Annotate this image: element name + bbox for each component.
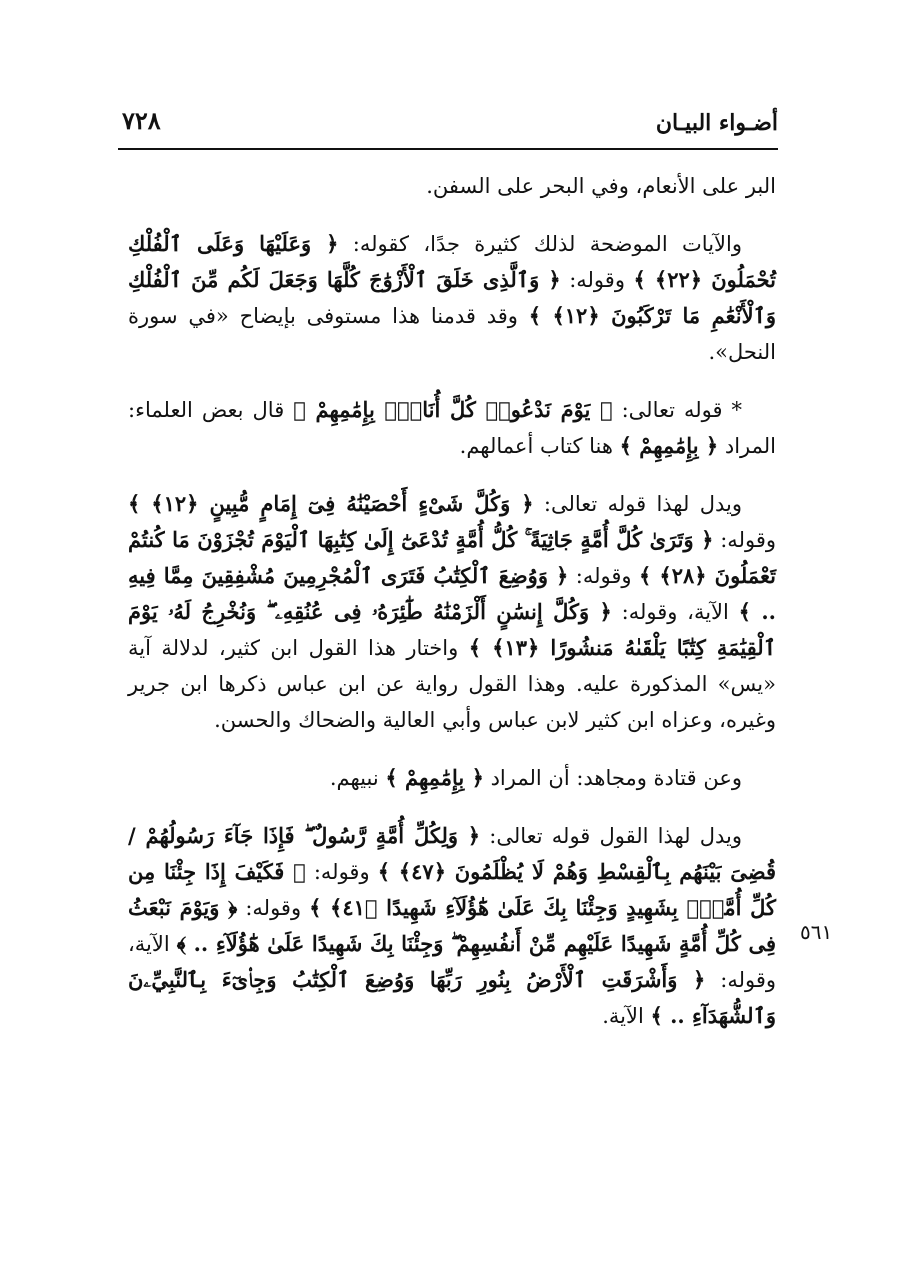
quran-verse: ﴿ وَكُلَّ إِنسَٰنٍ أَلْزَمْنَٰهُ طَٰٓئِرَهُۥ فِى عُنُقِهِۦ ۖ وَنُخْرِجُ لَهُۥ يَوْمَ ٱلْقِيَٰمَةِ كِتَٰبًا يَلْقَىٰهُ مَنشُورًا ﴿١٣﴾ ﴾ bbox=[128, 599, 776, 660]
quran-verse: ﴿ وَيَوْمَ نَبْعَثُ فِى كُلِّ أُمَّةٍ شَهِيدًا عَلَيْهِم مِّنْ أَنفُسِهِمْ ۖ وَجِئْنَا بِكَ شَهِيدًا عَلَىٰ هَٰٓؤُلَآءِ .. ﴾ bbox=[128, 895, 776, 956]
text-run: قال بعض العلماء: المراد bbox=[128, 398, 776, 458]
quran-verse: ﴿ وَٱلَّذِى خَلَقَ ٱلْأَزْوَٰجَ كُلَّهَا وَجَعَلَ لَكُم مِّنَ ٱلْفُلْكِ وَٱلْأَنْعَٰمِ مَا تَرْكَبُونَ ﴿١٢﴾ ﴾ bbox=[128, 267, 776, 328]
quran-verse: ﴿ فَكَيْفَ إِذَا جِئْنَا مِن كُلِّ أُمَّةٍۭ بِشَهِيدٍ وَجِئْنَا بِكَ عَلَىٰ هَٰٓؤُلَآءِ شَهِيدًا ﴿٤١﴾ ﴾ bbox=[128, 859, 776, 920]
text-run: والآيات الموضحة لذلك كثيرة جدًا، كقوله: bbox=[338, 232, 742, 256]
quran-verse: ﴿ يَوْمَ نَدْعُوا۟ كُلَّ أُنَاسٍۭ بِإِمَٰمِهِمْ ﴾ bbox=[293, 397, 613, 422]
text-run: الآية. bbox=[602, 1004, 651, 1028]
quran-verse: ﴿ بِإِمَٰمِهِمْ ﴾ bbox=[385, 765, 484, 790]
text-run: ويدل لهذا القول قوله تعالى: bbox=[480, 824, 742, 848]
quran-verse: ﴿ وَعَلَيْهَا وَعَلَى ٱلْفُلْكِ تُحْمَلُونَ ﴿٢٢﴾ ﴾ bbox=[128, 231, 777, 292]
text-run: ويدل لهذا قوله تعالى: bbox=[533, 492, 742, 516]
quran-verse: ﴿ وَكُلَّ شَىْءٍ أَحْصَيْنَٰهُ فِىٓ إِمَامٍ مُّبِينٍ ﴿١٢﴾ ﴾ bbox=[128, 491, 534, 516]
paragraph-2 bbox=[128, 226, 776, 370]
quran-verse: ﴿ بِإِمَٰمِهِمْ ﴾ bbox=[619, 433, 719, 458]
text-run: وقوله: bbox=[237, 896, 310, 920]
paragraph-1 bbox=[128, 168, 776, 204]
text-run: وقوله: bbox=[305, 860, 378, 884]
quran-verse: ﴿ وَلِكُلِّ أُمَّةٍ رَّسُولٌ ۖ فَإِذَا جَآءَ رَسُولُهُمْ / قُضِىَ بَيْنَهُم بِٱلْقِسْطِ وَهُمْ لَا يُظْلَمُونَ ﴿٤٧﴾ ﴾ bbox=[128, 823, 776, 884]
paragraph-4 bbox=[128, 486, 776, 738]
text-run: وقوله: bbox=[568, 564, 639, 588]
quran-verse: ﴿ وَتَرَىٰ كُلَّ أُمَّةٍ جَاثِيَةً ۚ كُلُّ أُمَّةٍ تُدْعَىٰٓ إِلَىٰ كِتَٰبِهَا ٱلْيَوْمَ تُجْزَوْنَ مَا كُنتُمْ تَعْمَلُونَ ﴿٢٨﴾ ﴾ bbox=[128, 527, 776, 588]
text-run: البر على الأنعام، وفي البحر على السفن. bbox=[426, 174, 776, 198]
text-run: وقوله: bbox=[713, 528, 776, 552]
running-title: أضـواء البيـان bbox=[655, 110, 778, 136]
text-run: الآية، وقوله: bbox=[128, 932, 776, 992]
paragraph-6 bbox=[128, 818, 776, 1034]
text-run: الآية، وقوله: bbox=[611, 600, 739, 624]
text-run: نبيهم. bbox=[329, 766, 386, 790]
quran-verse: ﴿ وَوُضِعَ ٱلْكِتَٰبُ فَتَرَى ٱلْمُجْرِمِينَ مُشْفِقِينَ مِمَّا فِيهِ .. ﴾ bbox=[128, 563, 776, 624]
quran-verse: ﴿ وَأَشْرَقَتِ ٱلْأَرْضُ بِنُورِ رَبِّهَا وَوُضِعَ ٱلْكِتَٰبُ وَجِا۟ىٓءَ بِٱلنَّبِيِّۦنَ وَٱلشُّهَدَآءِ .. ﴾ bbox=[128, 967, 776, 1028]
text-run: واختار هذا القول ابن كثير، لدلالة آية «يس» المذكورة عليه. وهذا القول رواية عن ابن عباس ذكرها ابن جرير وغيره، وعزاه ابن كثير لابن عباس وأبي العالية والضحاك والحسن. bbox=[128, 636, 776, 732]
paragraph-5 bbox=[128, 760, 776, 796]
paragraph-3 bbox=[128, 392, 776, 464]
body-text bbox=[128, 168, 776, 1056]
text-run: وقد قدمنا هذا مستوفى بإيضاح «في سورة النحل». bbox=[128, 304, 776, 364]
text-run: هنا كتاب أعمالهم. bbox=[459, 434, 620, 458]
page-number: ٧٢٨ bbox=[122, 106, 161, 135]
page-header bbox=[118, 104, 778, 150]
margin-page-reference: ٥٦١ bbox=[800, 920, 833, 944]
text-run: وعن قتادة ومجاهد: أن المراد bbox=[483, 766, 742, 790]
text-run: وقوله: bbox=[560, 268, 634, 292]
text-run: * قوله تعالى: bbox=[612, 398, 743, 422]
